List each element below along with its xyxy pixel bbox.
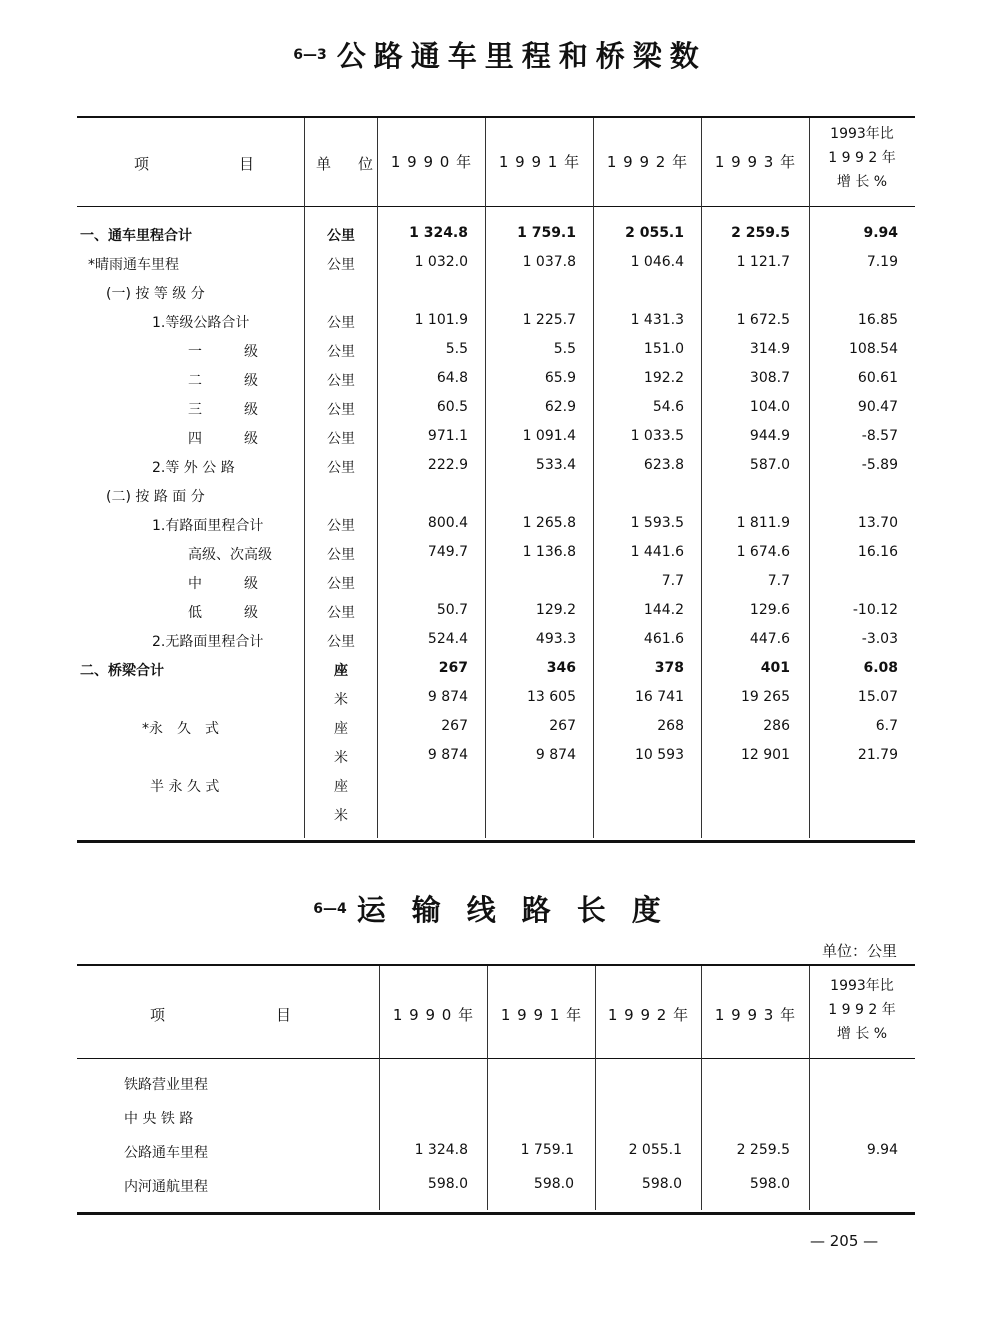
row-growth-pct: 15.07 — [857, 689, 898, 705]
table2-header-ratio — [812, 974, 912, 1046]
row-growth-pct: 6.08 — [863, 660, 898, 676]
row-label: (二) 按 路 面 分 — [106, 489, 205, 505]
row-value-1993: 447.6 — [749, 631, 790, 647]
table1-title-text: 公路通车里程和桥梁数 — [336, 39, 707, 73]
table-row — [0, 1108, 1000, 1136]
row-unit: 公里 — [327, 518, 355, 534]
row-value-1993: 1 674.6 — [736, 544, 790, 560]
row-value-1992: 1 441.6 — [630, 544, 684, 560]
row-growth-pct: 9.94 — [866, 1142, 898, 1158]
row-value-1991: 267 — [549, 718, 576, 734]
row-unit: 公里 — [327, 634, 355, 650]
row-value-1992: 378 — [654, 660, 684, 676]
table1-header-1993: 1 9 9 3 年 — [714, 153, 797, 171]
table2-header-1991: 1 9 9 1 年 — [500, 1006, 583, 1024]
row-value-1993: 598.0 — [749, 1176, 790, 1192]
row-value-1993: 1 121.7 — [736, 254, 790, 270]
row-value-1993: 308.7 — [749, 370, 790, 386]
row-value-1992: 151.0 — [643, 341, 684, 357]
table-row — [0, 486, 1000, 514]
row-value-1991: 1 759.1 — [520, 1142, 574, 1158]
table2-bottom-rule — [77, 1212, 915, 1215]
row-value-1991: 1 759.1 — [517, 225, 576, 241]
row-unit: 公里 — [327, 547, 355, 563]
table2-header-1993: 1 9 9 3 年 — [714, 1006, 797, 1024]
row-growth-pct: -10.12 — [852, 602, 898, 618]
row-unit: 公里 — [327, 576, 355, 592]
row-unit: 公里 — [327, 315, 355, 331]
table1-number: 6—3 — [293, 46, 327, 63]
row-value-1990: 524.4 — [427, 631, 468, 647]
row-value-1992: 461.6 — [643, 631, 684, 647]
row-value-1992: 598.0 — [641, 1176, 682, 1192]
row-value-1992: 54.6 — [652, 399, 684, 415]
table1-header-ratio — [812, 122, 912, 194]
row-value-1990: 1 101.9 — [414, 312, 468, 328]
row-value-1992: 1 033.5 — [630, 428, 684, 444]
row-value-1993: 286 — [763, 718, 790, 734]
row-value-1991: 129.2 — [535, 602, 576, 618]
row-value-1992: 16 741 — [635, 689, 684, 705]
row-value-1991: 346 — [546, 660, 576, 676]
table1-header-1992: 1 9 9 2 年 — [606, 153, 689, 171]
table-row — [0, 399, 1000, 427]
table-row — [0, 602, 1000, 630]
row-value-1992: 10 593 — [635, 747, 684, 763]
row-value-1993: 104.0 — [749, 399, 790, 415]
ratio-line-1: 1993年比 — [830, 978, 894, 994]
row-value-1993: 401 — [760, 660, 790, 676]
table-row — [0, 805, 1000, 833]
row-value-1991: 1 265.8 — [522, 515, 576, 531]
row-growth-pct: 16.85 — [857, 312, 898, 328]
row-value-1990: 50.7 — [436, 602, 468, 618]
table-row — [0, 718, 1000, 746]
row-unit: 公里 — [327, 373, 355, 389]
table2-unit-note: 单位：公里 — [821, 942, 897, 960]
table1-bottom-rule — [77, 840, 915, 843]
row-value-1990: 1 324.8 — [409, 225, 468, 241]
table-row — [0, 660, 1000, 688]
row-growth-pct: -3.03 — [861, 631, 898, 647]
row-label: 三 级 — [188, 402, 258, 418]
row-value-1991: 1 091.4 — [522, 428, 576, 444]
row-growth-pct: 7.19 — [866, 254, 898, 270]
table1-top-rule — [77, 116, 915, 118]
row-value-1993: 1 672.5 — [736, 312, 790, 328]
row-unit: 米 — [334, 808, 348, 824]
table-row — [0, 747, 1000, 775]
row-growth-pct: 60.61 — [857, 370, 898, 386]
row-value-1991: 13 605 — [527, 689, 576, 705]
row-label: 1.有路面里程合计 — [152, 518, 264, 534]
row-label: 1.等级公路合计 — [152, 315, 250, 331]
ratio-line-2: 1 9 9 2 年 — [828, 1002, 896, 1018]
row-growth-pct: -5.89 — [861, 457, 898, 473]
table2-title-text: 运输线路长度 — [356, 893, 687, 927]
row-value-1992: 1 046.4 — [630, 254, 684, 270]
row-value-1992: 1 431.3 — [630, 312, 684, 328]
table2-top-rule — [77, 964, 915, 966]
row-value-1990: 800.4 — [427, 515, 468, 531]
row-value-1992: 268 — [657, 718, 684, 734]
table2-header-1990: 1 9 9 0 年 — [392, 1006, 475, 1024]
ratio-line-2: 1 9 9 2 年 — [828, 150, 896, 166]
row-value-1993: 587.0 — [749, 457, 790, 473]
row-label: 中 级 — [188, 576, 258, 592]
row-value-1991: 1 136.8 — [522, 544, 576, 560]
row-value-1991: 598.0 — [533, 1176, 574, 1192]
row-value-1990: 64.8 — [436, 370, 468, 386]
row-label: (一) 按 等 级 分 — [106, 286, 205, 302]
table-row — [0, 689, 1000, 717]
table-row — [0, 428, 1000, 456]
row-value-1990: 9 874 — [427, 689, 468, 705]
row-label: 铁路营业里程 — [124, 1077, 208, 1093]
row-value-1990: 749.7 — [427, 544, 468, 560]
row-value-1991: 65.9 — [544, 370, 576, 386]
row-growth-pct: 9.94 — [863, 225, 898, 241]
table-row — [0, 631, 1000, 659]
ratio-line-3: 增 长 % — [836, 1026, 888, 1042]
table-row — [0, 1074, 1000, 1102]
table-row — [0, 457, 1000, 485]
table-row — [0, 1176, 1000, 1204]
table-row — [0, 544, 1000, 572]
row-value-1991: 493.3 — [535, 631, 576, 647]
row-growth-pct: 90.47 — [857, 399, 898, 415]
row-value-1991: 62.9 — [544, 399, 576, 415]
row-value-1990: 1 324.8 — [414, 1142, 468, 1158]
page-number: — 205 — — [810, 1232, 879, 1250]
row-value-1993: 314.9 — [749, 341, 790, 357]
table-row — [0, 515, 1000, 543]
table1-title — [0, 34, 1000, 75]
row-value-1991: 9 874 — [535, 747, 576, 763]
table1-header-1990: 1 9 9 0 年 — [390, 153, 473, 171]
row-value-1993: 129.6 — [749, 602, 790, 618]
row-value-1990: 222.9 — [427, 457, 468, 473]
table1-header-1991: 1 9 9 1 年 — [498, 153, 581, 171]
row-label: 公路通车里程 — [124, 1145, 208, 1161]
row-value-1991: 5.5 — [553, 341, 576, 357]
table-row — [0, 254, 1000, 282]
table2-number: 6—4 — [313, 900, 347, 917]
row-value-1990: 267 — [441, 718, 468, 734]
row-unit: 座 — [334, 663, 348, 679]
row-value-1993: 12 901 — [741, 747, 790, 763]
row-label: 一 级 — [188, 344, 258, 360]
row-value-1990: 5.5 — [445, 341, 468, 357]
table-row — [0, 776, 1000, 804]
table1-header-rule — [77, 206, 915, 207]
table2-header-rule — [77, 1058, 915, 1059]
row-unit: 座 — [334, 721, 348, 737]
table1-header-item: 项 目 — [134, 155, 261, 173]
row-label: 2.等 外 公 路 — [152, 460, 235, 476]
row-unit: 公里 — [327, 605, 355, 621]
table-row — [0, 573, 1000, 601]
row-growth-pct: 16.16 — [857, 544, 898, 560]
row-growth-pct: 6.7 — [875, 718, 898, 734]
row-unit: 米 — [334, 750, 348, 766]
row-value-1992: 192.2 — [643, 370, 684, 386]
row-value-1993: 2 259.5 — [736, 1142, 790, 1158]
row-value-1993: 7.7 — [767, 573, 790, 589]
ratio-line-1: 1993年比 — [830, 126, 894, 142]
row-label: 内河通航里程 — [124, 1179, 208, 1195]
row-value-1990: 1 032.0 — [414, 254, 468, 270]
row-label: 二、桥梁合计 — [80, 663, 164, 679]
row-value-1990: 9 874 — [427, 747, 468, 763]
row-growth-pct: 108.54 — [849, 341, 898, 357]
row-value-1993: 19 265 — [741, 689, 790, 705]
row-label: 二 级 — [188, 373, 258, 389]
row-unit: 公里 — [327, 402, 355, 418]
row-value-1993: 944.9 — [749, 428, 790, 444]
row-growth-pct: 21.79 — [857, 747, 898, 763]
row-unit: 公里 — [327, 257, 355, 273]
row-value-1993: 2 259.5 — [731, 225, 790, 241]
table-row — [0, 1142, 1000, 1170]
row-value-1992: 623.8 — [643, 457, 684, 473]
table-row — [0, 225, 1000, 253]
row-label: 一、通车里程合计 — [80, 228, 192, 244]
row-label: 低 级 — [188, 605, 258, 621]
row-growth-pct: -8.57 — [861, 428, 898, 444]
table1-header-unit: 单 位 — [316, 155, 380, 173]
row-unit: 米 — [334, 692, 348, 708]
row-value-1993: 1 811.9 — [736, 515, 790, 531]
ratio-line-3: 增 长 % — [836, 174, 888, 190]
row-label: 2.无路面里程合计 — [152, 634, 264, 650]
row-value-1992: 7.7 — [661, 573, 684, 589]
table2-header-1992: 1 9 9 2 年 — [607, 1006, 690, 1024]
row-value-1990: 60.5 — [436, 399, 468, 415]
table-row — [0, 370, 1000, 398]
row-unit: 座 — [334, 779, 348, 795]
table-row — [0, 283, 1000, 311]
row-value-1992: 1 593.5 — [630, 515, 684, 531]
row-value-1990: 598.0 — [427, 1176, 468, 1192]
table2-title — [0, 888, 1000, 929]
row-label: 高级、次高级 — [188, 547, 272, 563]
table2-header-item: 项 目 — [150, 1006, 298, 1024]
row-unit: 公里 — [327, 344, 355, 360]
table-row — [0, 341, 1000, 369]
row-label: *永 久 式 — [142, 721, 219, 737]
row-value-1990: 971.1 — [427, 428, 468, 444]
row-value-1991: 533.4 — [535, 457, 576, 473]
row-value-1991: 1 037.8 — [522, 254, 576, 270]
row-value-1992: 144.2 — [643, 602, 684, 618]
row-label: 四 级 — [188, 431, 258, 447]
row-value-1992: 2 055.1 — [628, 1142, 682, 1158]
row-label: 中 央 铁 路 — [124, 1111, 194, 1127]
row-unit: 公里 — [327, 431, 355, 447]
row-value-1991: 1 225.7 — [522, 312, 576, 328]
row-label: 半 永 久 式 — [150, 779, 220, 795]
row-growth-pct: 13.70 — [857, 515, 898, 531]
row-unit: 公里 — [327, 228, 355, 244]
row-value-1990: 267 — [438, 660, 468, 676]
table-row — [0, 312, 1000, 340]
row-unit: 公里 — [327, 460, 355, 476]
row-label: *晴雨通车里程 — [88, 257, 179, 273]
row-value-1992: 2 055.1 — [625, 225, 684, 241]
